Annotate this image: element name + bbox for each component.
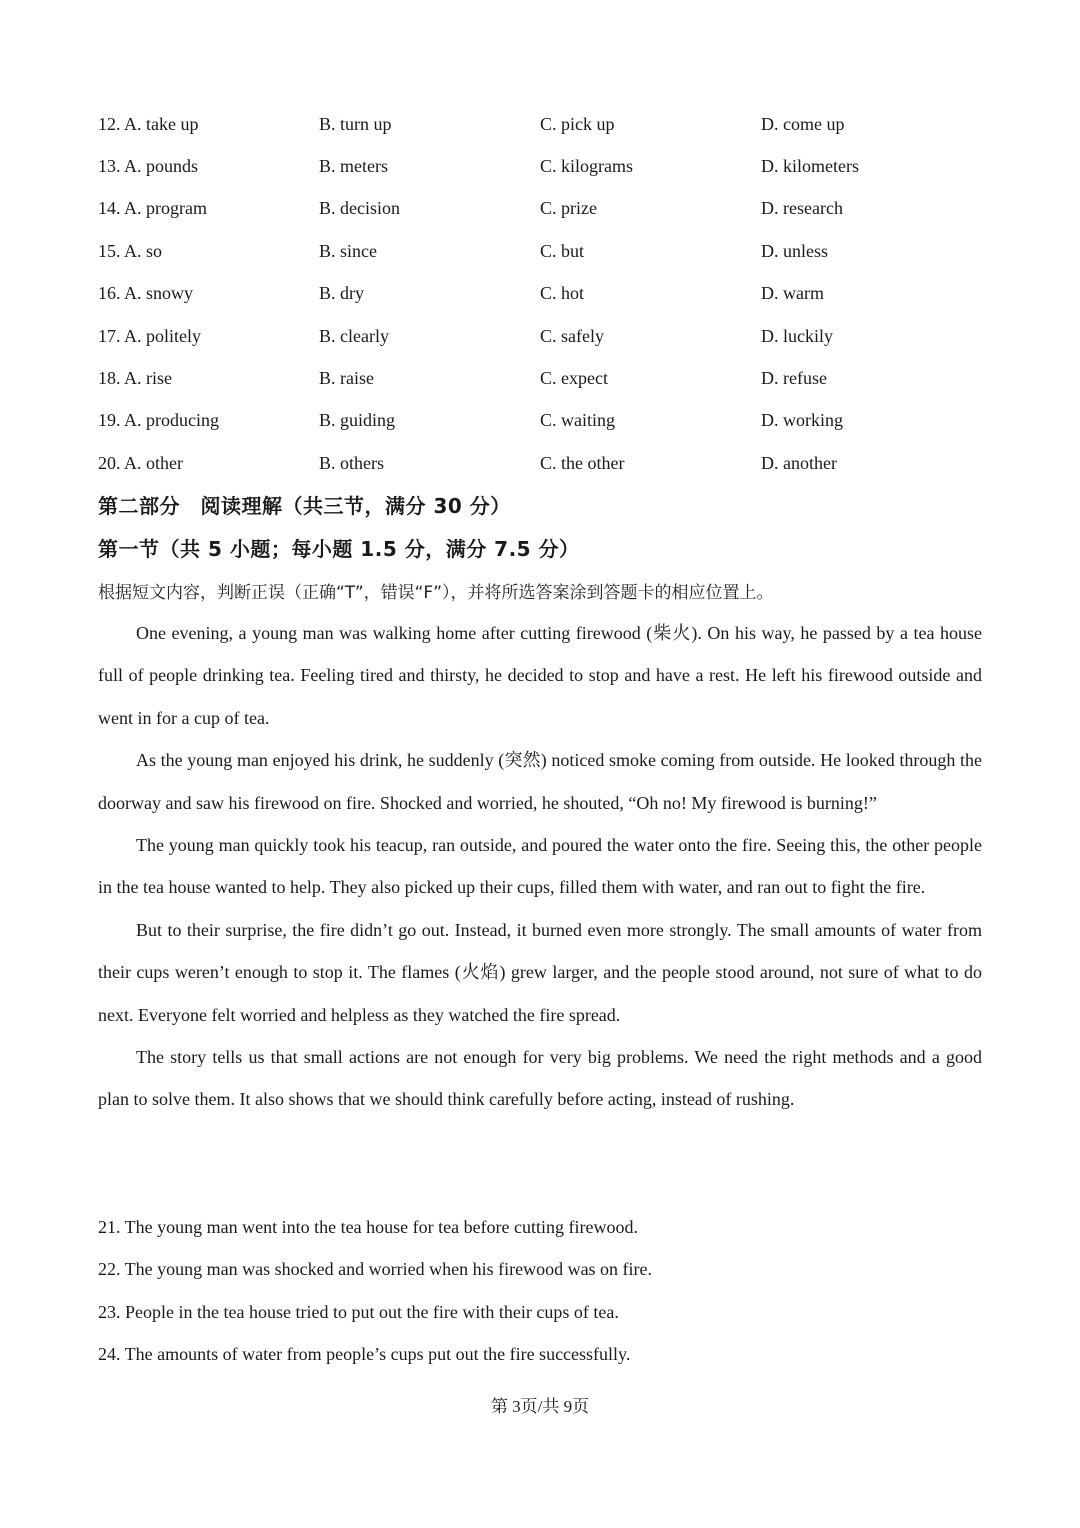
instruction-text: 根据短文内容，判断正误（正确“T”，错误“F”），并将所选答案涂到答题卡的相应位置上。 — [98, 583, 774, 603]
passage-paragraph: The young man quickly took his teacup, ran outside, and poured the water onto the fire. Seeing this, the other people in the tea house wanted to help. They also picked up their cups, filled them with water, and ran out to fight the fire. — [98, 835, 982, 898]
option-row — [98, 315, 988, 357]
option-d: D. research — [761, 198, 843, 219]
option-a: 17. A. politely — [98, 325, 201, 346]
option-b: B. guiding — [319, 410, 396, 431]
question-item: 24. The amounts of water from people’s cups put out the fire successfully. — [98, 1344, 631, 1365]
option-d: D. warm — [761, 283, 824, 304]
option-b: B. meters — [319, 156, 388, 177]
option-row — [98, 357, 988, 399]
passage-paragraph: One evening, a young man was walking home after cutting firewood (柴火). On his way, he passed by a tea house full of people drinking tea. Feeling tired and thirsty, he decided to stop and have a rest. He left his firewood outside and went in for a cup of tea. — [98, 623, 982, 728]
option-a: 16. A. snowy — [98, 283, 194, 304]
part-heading: 第二部分 阅读理解（共三节，满分 30 分） — [98, 494, 511, 518]
section-heading: 第一节（共 5 小题；每小题 1.5 分，满分 7.5 分） — [98, 537, 580, 561]
option-a: 18. A. rise — [98, 368, 172, 389]
option-row — [98, 145, 988, 187]
option-b: B. since — [319, 240, 377, 261]
option-a: 14. A. program — [98, 198, 207, 219]
passage-paragraph: The story tells us that small actions are not enough for very big problems. We need the right methods and a good plan to solve them. It also shows that we should think carefully before acting, instead of rushing. — [98, 1047, 982, 1110]
option-c: C. but — [540, 240, 585, 261]
true-false-questions — [98, 1206, 982, 1376]
option-row — [98, 188, 988, 230]
question-item: 22. The young man was shocked and worried when his firewood was on fire. — [98, 1259, 653, 1280]
option-b: B. dry — [319, 283, 364, 304]
option-d: D. another — [761, 452, 837, 473]
option-d: D. come up — [761, 113, 845, 134]
option-c: C. kilograms — [540, 156, 633, 177]
page-number: 第 3页/共 9页 — [490, 1397, 590, 1416]
reading-passage — [98, 612, 982, 1121]
option-b: B. decision — [319, 198, 400, 219]
option-a: 15. A. so — [98, 240, 163, 261]
cloze-options — [98, 103, 988, 485]
option-c: C. prize — [540, 198, 597, 219]
option-row — [98, 230, 988, 272]
passage-paragraph: But to their surprise, the fire didn’t go out. Instead, it burned even more strongly. The small amounts of water from their cups weren’t enough to stop it. The flames (火焰) grew larger, and the people stood around, not sure of what to do next. Everyone felt worried and helpless as they watched the fire spread. — [98, 919, 982, 1025]
question-item: 23. People in the tea house tried to put out the fire with their cups of tea. — [98, 1301, 619, 1322]
option-d: D. unless — [761, 240, 828, 261]
option-b: B. turn up — [319, 113, 392, 134]
option-c: C. expect — [540, 368, 608, 389]
option-c: C. safely — [540, 325, 604, 346]
option-d: D. refuse — [761, 368, 827, 389]
option-row — [98, 442, 988, 484]
option-c: C. waiting — [540, 410, 615, 431]
option-row — [98, 103, 988, 145]
option-a: 13. A. pounds — [98, 156, 199, 177]
option-c: C. pick up — [540, 113, 615, 134]
option-c: C. the other — [540, 452, 625, 473]
option-row — [98, 400, 988, 442]
option-a: 20. A. other — [98, 452, 183, 473]
option-a: 19. A. producing — [98, 410, 219, 431]
question-item: 21. The young man went into the tea house for tea before cutting firewood. — [98, 1217, 639, 1237]
passage-paragraph: As the young man enjoyed his drink, he suddenly (突然) noticed smoke coming from outside. He looked through the doorway and saw his firewood on fire. Shocked and worried, he shouted, “Oh no! My firewood is burning!” — [98, 750, 982, 813]
option-b: B. others — [319, 452, 384, 473]
option-row — [98, 273, 988, 315]
option-d: D. luckily — [761, 325, 833, 346]
option-b: B. raise — [319, 368, 374, 389]
option-d: D. working — [761, 410, 843, 431]
option-b: B. clearly — [319, 325, 389, 346]
option-d: D. kilometers — [761, 156, 859, 177]
option-c: C. hot — [540, 283, 585, 304]
option-a: 12. A. take up — [98, 113, 199, 134]
